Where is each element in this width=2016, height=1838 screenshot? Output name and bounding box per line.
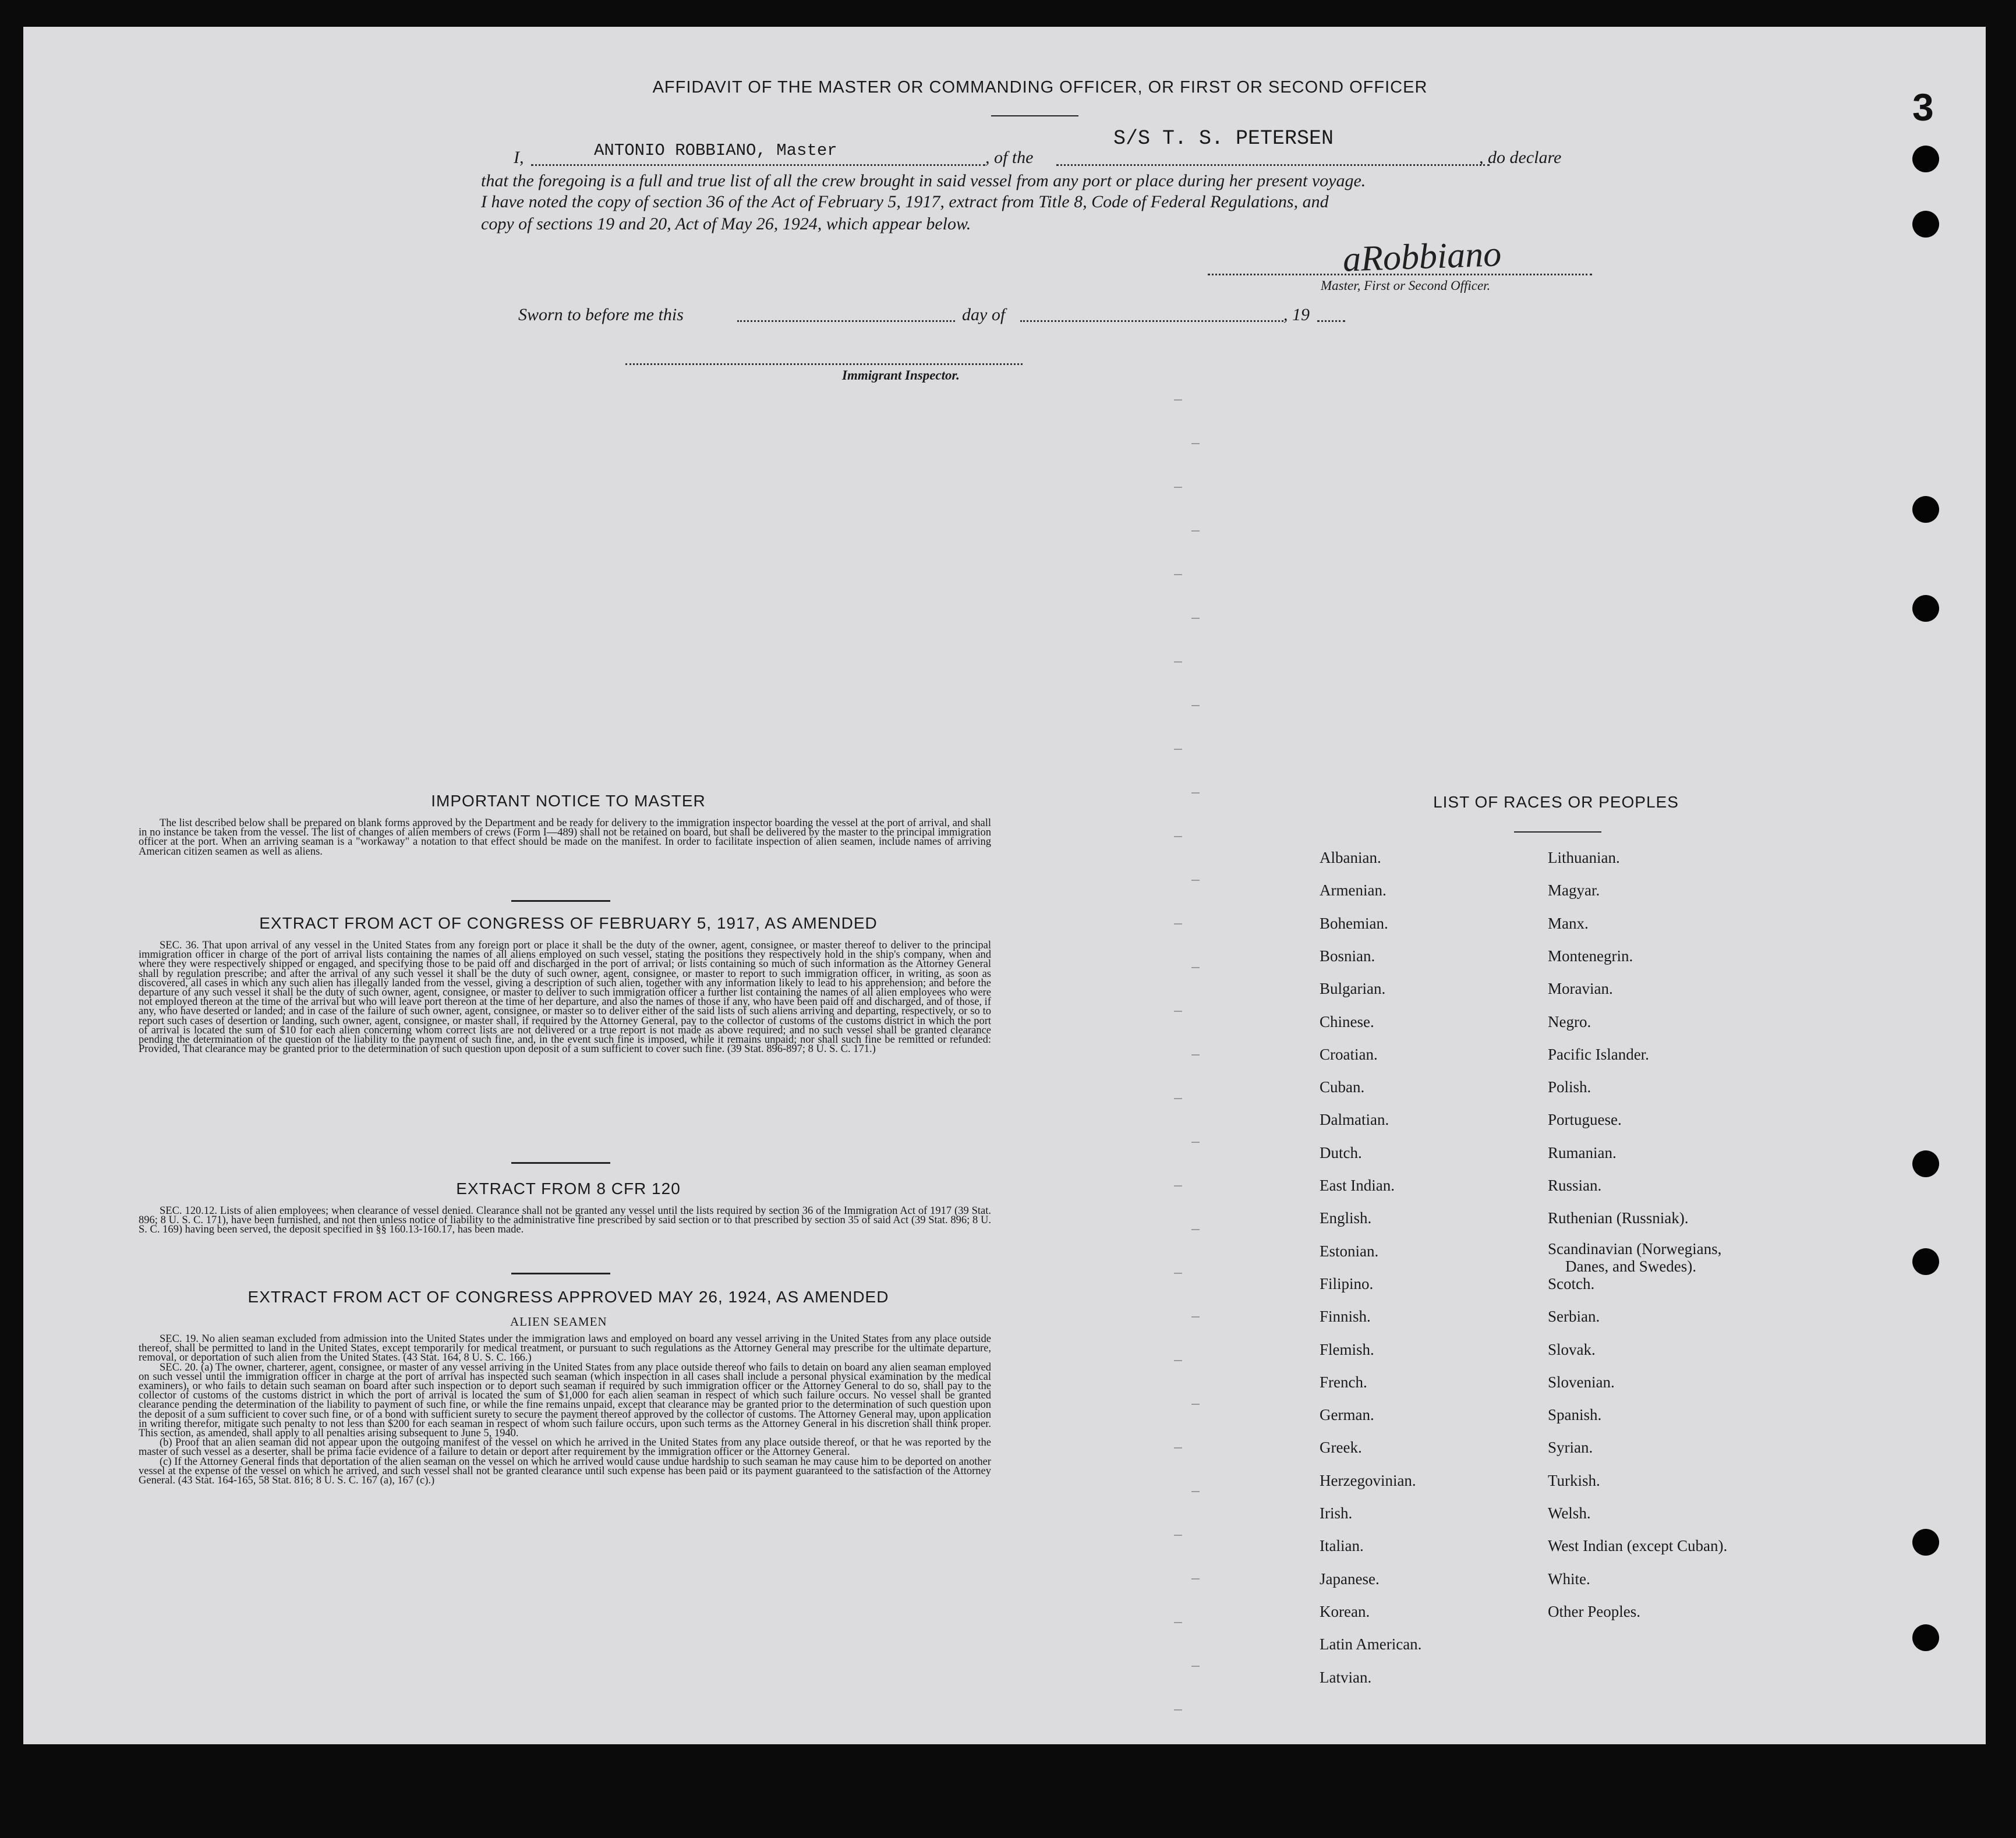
race-entry: Albanian. — [1320, 849, 1381, 866]
fold-mark — [1191, 1578, 1200, 1580]
master-name: ANTONIO ROBBIANO, Master — [594, 141, 837, 160]
affidavit-title: AFFIDAVIT OF THE MASTER OR COMMANDING OFFICER, OR FIRST OR SECOND OFFICER — [652, 78, 1428, 97]
page-number-mark: 3 — [1912, 86, 1934, 129]
binder-hole — [1912, 496, 1939, 523]
fold-mark — [1174, 1011, 1182, 1012]
race-entry: Korean. — [1320, 1602, 1370, 1620]
race-entry: Other Peoples. — [1548, 1602, 1640, 1620]
binder-hole — [1912, 595, 1939, 622]
binder-hole — [1912, 146, 1939, 172]
race-entry: Rumanian. — [1548, 1143, 1617, 1161]
race-entry: Scotch. — [1548, 1274, 1595, 1292]
race-entry: Syrian. — [1548, 1439, 1593, 1457]
race-entry: Slovak. — [1548, 1340, 1596, 1358]
race-entry: Bosnian. — [1320, 947, 1375, 965]
race-entry: Turkish. — [1548, 1471, 1600, 1489]
race-entry: Bohemian. — [1320, 914, 1388, 932]
race-entry: Herzegovinian. — [1320, 1471, 1416, 1489]
fold-mark — [1174, 487, 1182, 488]
race-entry: Latvian. — [1320, 1668, 1372, 1686]
vessel-name-line — [1056, 164, 1490, 166]
race-entry: Russian. — [1548, 1177, 1602, 1194]
race-entry: Polish. — [1548, 1078, 1591, 1096]
fold-mark — [1191, 1142, 1200, 1143]
inspector-caption: Immigrant Inspector. — [842, 368, 960, 383]
binder-hole — [1912, 1529, 1939, 1556]
fold-mark — [1174, 923, 1182, 925]
fold-mark — [1174, 1098, 1182, 1099]
race-entry: Dalmatian. — [1320, 1111, 1389, 1129]
sworn-label: Sworn to before me this — [518, 305, 684, 324]
fold-mark — [1191, 880, 1200, 881]
declaration-line-2: that the foregoing is a full and true list of all the crew brought in said vessel from any port or place during her present voyage. — [481, 171, 1366, 190]
binder-hole — [1912, 1248, 1939, 1275]
races-title: LIST OF RACES OR PEOPLES — [1433, 793, 1679, 811]
fold-mark — [1174, 749, 1182, 750]
fold-mark — [1191, 1491, 1200, 1492]
declaration-line-3: I have noted the copy of section 36 of the Act of February 5, 1917, extract from Title 8, Code of Federal Regulations, and — [481, 192, 1329, 211]
extract-1917-title: EXTRACT FROM ACT OF CONGRESS OF FEBRUARY 5, 1917, AS AMENDED — [259, 914, 878, 932]
fold-mark — [1174, 574, 1182, 575]
declaration-line-4: copy of sections 19 and 20, Act of May 26, 1924, which appear below. — [481, 214, 971, 233]
fold-mark — [1191, 792, 1200, 794]
do-declare-label: , do declare — [1479, 148, 1562, 167]
race-entry: Cuban. — [1320, 1078, 1365, 1096]
race-entry: Irish. — [1320, 1504, 1353, 1522]
fold-mark — [1174, 1622, 1182, 1623]
fold-mark — [1174, 836, 1182, 837]
race-entry: Welsh. — [1548, 1504, 1591, 1522]
race-entry: Portuguese. — [1548, 1111, 1622, 1129]
notice-divider — [511, 900, 610, 902]
fold-mark — [1191, 1054, 1200, 1056]
race-entry: Scandinavian (Norwegians, — [1548, 1240, 1722, 1258]
alien-seamen-subtitle: ALIEN SEAMEN — [510, 1315, 607, 1329]
day-of-label: day of — [962, 305, 1006, 324]
of-the-label: , of the — [985, 148, 1034, 167]
notice-body: The list described below shall be prepared on blank forms approved by the Department and be ready for delivery to the immigration inspector boarding the vessel at the port of arrival, and shall in no instance be taken from the vessel. The list of changes of alien members of crews (Form I—489) shall not be retained on board, but shall be delivered by the master to the principal immigration officer at the port. When an arriving seaman is a "workaway" a notation to that effect should be made on the manifest. In order to facilitate inspection of alien seamen, include names of arriving American citizen seamen as well as aliens. — [139, 817, 991, 858]
race-entry: Pacific Islander. — [1548, 1045, 1649, 1063]
race-entry: White. — [1548, 1570, 1590, 1588]
race-entry: Spanish. — [1548, 1406, 1602, 1424]
fold-mark — [1191, 1404, 1200, 1405]
fold-mark — [1174, 1185, 1182, 1187]
binder-hole — [1912, 1150, 1939, 1177]
race-entry: Greek. — [1320, 1439, 1362, 1457]
race-entry: Japanese. — [1320, 1570, 1380, 1588]
fold-mark — [1191, 1666, 1200, 1667]
fold-mark — [1174, 1535, 1182, 1536]
races-divider — [1514, 831, 1601, 833]
race-entry: Moravian. — [1548, 980, 1613, 998]
race-entry: Chinese. — [1320, 1012, 1374, 1030]
section-19-text: SEC. 19. No alien seaman excluded from admission into the United States under the immigration laws and employed on board any vessel arriving in the United States from any place outside thereof, shall be permitted to land in the United States, except temporarily for medical treatment, or pursuant to such regulations as the Attorney General may prescribe for the ultimate departure, removal, or deportation of such alien from the United States. (43 Stat. 164, 8 U. S. C. 166.) — [139, 1333, 991, 1364]
sworn-day-line — [737, 320, 955, 322]
race-entry: Manx. — [1548, 914, 1589, 932]
cfr-title: EXTRACT FROM 8 CFR 120 — [456, 1180, 681, 1198]
fold-mark — [1174, 1360, 1182, 1361]
race-entry: Croatian. — [1320, 1045, 1378, 1063]
fold-mark — [1174, 661, 1182, 663]
year-label: , 19 — [1283, 305, 1310, 324]
race-entry: Slovenian. — [1548, 1373, 1615, 1391]
race-entry: Italian. — [1320, 1537, 1364, 1555]
race-entry: Danes, and Swedes). — [1565, 1257, 1696, 1275]
race-entry: West Indian (except Cuban). — [1548, 1537, 1728, 1555]
binder-hole — [1912, 1624, 1939, 1651]
race-entry: East Indian. — [1320, 1177, 1395, 1194]
notice-title: IMPORTANT NOTICE TO MASTER — [431, 792, 706, 810]
fold-mark — [1191, 530, 1200, 532]
race-entry: Dutch. — [1320, 1143, 1362, 1161]
fold-mark — [1191, 1316, 1200, 1318]
race-entry: Latin American. — [1320, 1635, 1422, 1653]
race-entry: Lithuanian. — [1548, 849, 1620, 866]
fold-mark — [1174, 1709, 1182, 1710]
sworn-year-line — [1317, 320, 1345, 322]
fold-mark — [1191, 618, 1200, 619]
race-entry: Montenegrin. — [1548, 947, 1633, 965]
signature-caption: Master, First or Second Officer. — [1321, 278, 1491, 293]
master-signature: aRobbiano — [1342, 234, 1502, 279]
section-20b-text: (b) Proof that an alien seaman did not appear upon the outgoing manifest of the vessel on which he arrived in the United States from any place outside thereof, or that he was reported by the master of such vessel as a deserter, shall be prima facie evidence of a failure to detain or deport after requirement by the immigration officer or the Attorney General. — [139, 1437, 991, 1458]
race-entry: English. — [1320, 1209, 1372, 1227]
race-entry: Negro. — [1548, 1012, 1591, 1030]
declarant-prefix: I, — [514, 148, 524, 167]
fold-mark — [1191, 443, 1200, 444]
sworn-month-line — [1020, 320, 1283, 322]
fold-mark — [1174, 399, 1182, 401]
race-entry: Estonian. — [1320, 1242, 1379, 1260]
race-entry: German. — [1320, 1406, 1374, 1424]
race-entry: French. — [1320, 1373, 1367, 1391]
race-entry: Finnish. — [1320, 1308, 1371, 1326]
section-20a-text: SEC. 20. (a) The owner, charterer, agent, consignee, or master of any vessel arriving in the United States from any place outside thereof who fails to detain on board any alien seaman employed on such vessel until the immigration officer in charge at the port of arrival has inspected such seaman (which inspection in all cases shall include a personal physical examination by the medical examiners), or who fails to detain such seaman on board after such inspection or to deport such seaman if required by such immigration officer or the Attorney General to do so, shall pay to the collector of customs of the customs district in which the port of arrival is located the sum of $1,000 for each alien seaman in respect of which such failure occurs. No vessel shall be granted clearance pending the determination of the liability to payment of such fine, or while the fine remains unpaid, except that clearance may be granted prior to the determination of such question upon the deposit of a sum sufficient to cover such fine, or of a bond with sufficient surety to secure the payment thereof approved by the collector of customs. The Attorney General may, upon application in writing therefor, mitigate such penalty to not less than $200 for each seaman in respect of whom such failure occurs, upon such terms as the Attorney General in his discretion shall think proper. This section, as amended, shall apply to all penalties arising subsequent to June 5, 1940. — [139, 1361, 991, 1440]
extract-1924-body — [139, 1334, 991, 1485]
vessel-name: S/S T. S. PETERSEN — [1113, 127, 1334, 150]
race-entry: Magyar. — [1548, 881, 1600, 899]
fold-mark — [1191, 967, 1200, 968]
fold-mark — [1174, 1447, 1182, 1449]
master-name-line — [531, 164, 985, 166]
race-entry: Armenian. — [1320, 881, 1387, 899]
cfr-divider — [511, 1273, 610, 1274]
race-entry: Ruthenian (Russniak). — [1548, 1209, 1689, 1227]
extract-1917-body: SEC. 36. That upon arrival of any vessel in the United States from any foreign port or place it shall be the duty of the owner, agent, consignee, or master thereof to deliver to the principal immigration officer in charge of the port of arrival lists containing the names of all aliens employed on such vessel, stating the positions they respectively hold in the ship's company, when and where they were respectively shipped or engaged, and specifying those to be paid off and discharged in the port of arrival; or lists containing so much of such information as the Attorney General shall by regulation prescribe; and after the arrival of any such vessel it shall be the duty of such owner, agent, consignee, or master to report to such immigration officer, in writing, as soon as discovered, all cases in which any such alien has illegally landed from the vessel, giving a description of such alien, together with any information likely to lead to his apprehension; and before the departure of any such vessel it shall be the duty of such owner, agent, consignee, or master to deliver to such immigration officer a further list containing the names of all alien employees who were not employed thereon at the time of the arrival but who will leave port thereon at the time of her departure, and also the names of those if any, who have been paid off and discharged, and of those, if any, who have deserted or landed; and in case of the failure of such owner, agent, consignee, or master so to deliver either of the said lists of such aliens arriving and departing, respectively, or so to report such cases of desertion or landing, such owner, agent, consignee, or master shall, if required by the Attorney General, pay to the collector of customs of the customs district in which the port of arrival is located the sum of $10 for each alien concerning whom correct lists are not delivered or a true report is not made as above required; and no such vessel shall be granted clearance pending the determination of the question of the liability to the payment of such fine, and, in the event such fine is imposed, while it remains unpaid; nor shall such fine be remitted or refunded: Provided, That clearance may be granted prior to the determination of such question upon deposit of a sum sufficient to cover such fine. (39 Stat. 896-897; 8 U. S. C. 171.) — [139, 940, 991, 1056]
race-entry: Bulgarian. — [1320, 980, 1386, 998]
race-entry: Filipino. — [1320, 1274, 1374, 1292]
document-page — [23, 27, 1986, 1744]
fold-mark — [1191, 705, 1200, 706]
fold-mark — [1174, 1273, 1182, 1274]
extract-1924-title: EXTRACT FROM ACT OF CONGRESS APPROVED MAY 26, 1924, AS AMENDED — [247, 1288, 889, 1306]
fold-mark — [1191, 1229, 1200, 1230]
race-entry: Flemish. — [1320, 1340, 1374, 1358]
binder-hole — [1912, 211, 1939, 238]
cfr-body: SEC. 120.12. Lists of alien employees; when clearance of vessel denied. Clearance shall not be granted any vessel until the lists required by section 36 of the Immigration Act of 1917 (39 Stat. 896; 8 U. S. C. 171), have been furnished, and not then unless notice of liability to the administrative fine prescribed by said section or to that prescribed by section 35 of said Act (39 Stat. 896; 8 U. S. C. 169) having been served, the deposit specified in §§ 160.13-160.17, has been made. — [139, 1205, 991, 1236]
signature-line — [1208, 274, 1592, 275]
race-entry: Serbian. — [1548, 1308, 1600, 1326]
title-divider — [991, 115, 1078, 116]
section-20c-text: (c) If the Attorney General finds that deportation of the alien seaman on the vessel on which he arrived would cause undue hardship to such seaman he may cause him to be deported on another vessel at the expense of the vessel on which he arrived, and such vessel shall not be granted clearance until such expense has been paid or its payment guaranteed to the satisfaction of the Attorney General. (43 Stat. 164-165, 58 Stat. 816; 8 U. S. C. 167 (a), 167 (c).) — [139, 1455, 991, 1487]
extract-1917-divider — [511, 1162, 610, 1164]
inspector-signature-line — [625, 363, 1023, 365]
